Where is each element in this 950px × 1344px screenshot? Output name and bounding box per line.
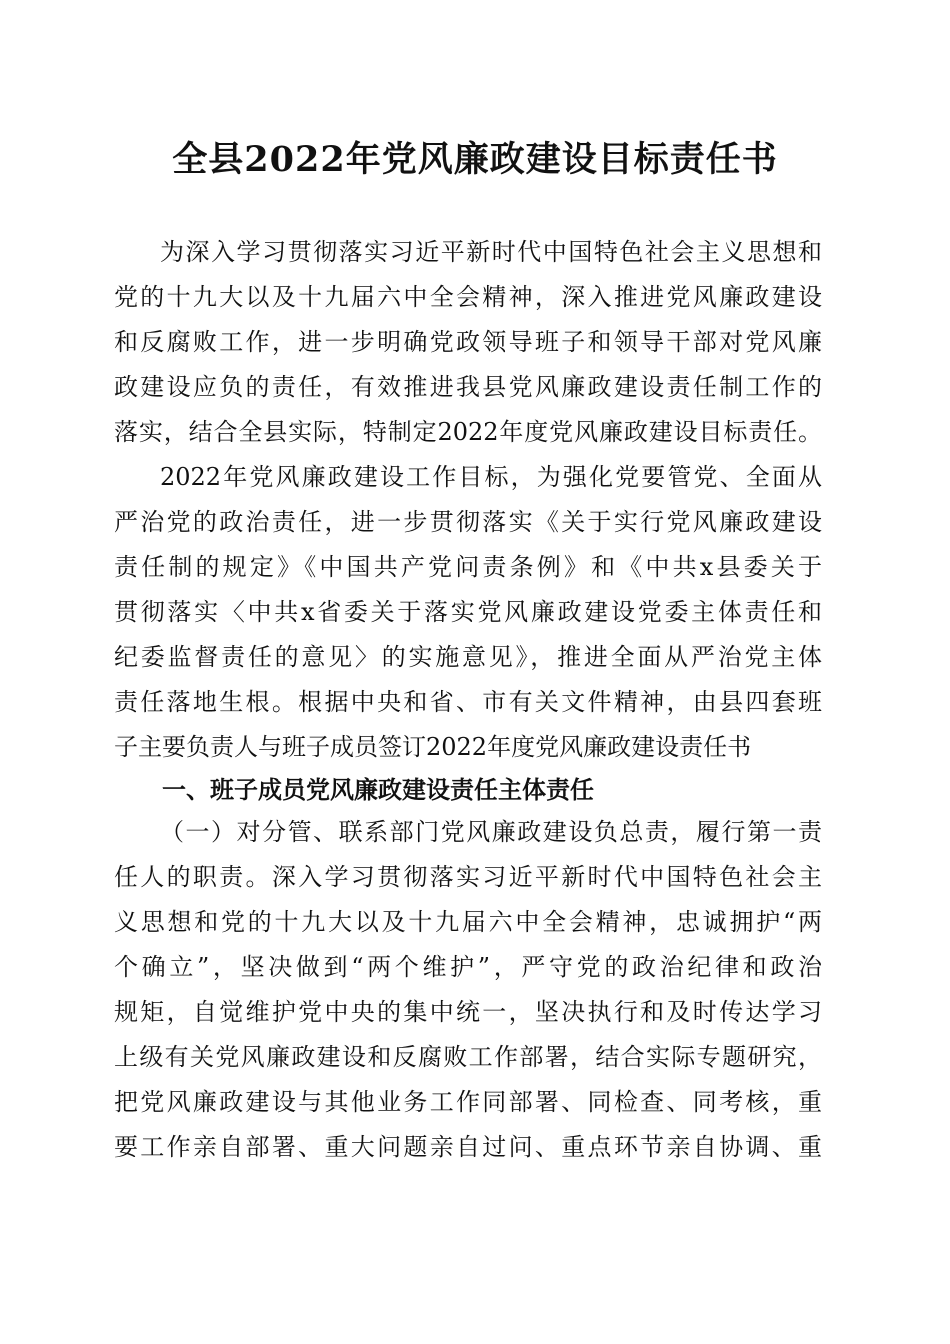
text-line: 规矩，自觉维护党中央的集中统一，坚决执行和及时传达学习 — [114, 998, 822, 1026]
text-line: 任人的职责。深入学习贯彻落实习近平新时代中国特色社会主 — [114, 863, 822, 891]
text-line: 要工作亲自部署、重大问题亲自过问、重点环节亲自协调、重 — [114, 1133, 822, 1161]
text-line: 贯彻落实〈中共x省委关于落实党风廉政建设党委主体责任和 — [114, 598, 822, 626]
paragraph-3 — [114, 810, 822, 1170]
document-body — [114, 230, 822, 1170]
text-line: 政建设应负的责任，有效推进我县党风廉政建设责任制工作的 — [114, 373, 822, 401]
text-line: 上级有关党风廉政建设和反腐败工作部署，结合实际专题研究， — [114, 1043, 822, 1071]
text-line: 子主要负责人与班子成员签订2022年度党风廉政建设责任书 — [114, 733, 752, 761]
text-line: 严治党的政治责任，进一步贯彻落实《关于实行党风廉政建设 — [114, 508, 822, 536]
text-line: 个确立”，坚决做到“两个维护”，严守党的政治纪律和政治 — [114, 953, 822, 981]
text-line: 把党风廉政建设与其他业务工作同部署、同检查、同考核，重 — [114, 1088, 822, 1116]
text-line: 义思想和党的十九大以及十九届六中全会精神，忠诚拥护“两 — [114, 908, 822, 936]
text-line: 落实，结合全县实际，特制定2022年度党风廉政建设目标责任。 — [114, 418, 822, 446]
text-line: 党的十九大以及十九届六中全会精神，深入推进党风廉政建设 — [114, 283, 822, 311]
text-line: 责任落地生根。根据中央和省、市有关文件精神，由县四套班 — [114, 688, 822, 716]
text-line: 为深入学习贯彻落实习近平新时代中国特色社会主义思想和 — [160, 238, 822, 266]
paragraph-1 — [114, 230, 822, 455]
text-line: 责任制的规定》《中国共产党问责条例》和《中共x县委关于 — [114, 553, 822, 581]
section-heading: 一、班子成员党风廉政建设责任主体责任 — [162, 775, 594, 804]
text-line: 纪委监督责任的意见〉的实施意见》，推进全面从严治党主体 — [114, 643, 822, 671]
text-line: （一）对分管、联系部门党风廉政建设负总责，履行第一责 — [160, 818, 822, 846]
text-line: 和反腐败工作，进一步明确党政领导班子和领导干部对党风廉 — [114, 328, 822, 356]
paragraph-2 — [114, 455, 822, 770]
document-title: 全县2022年党风廉政建设目标责任书 — [172, 139, 778, 180]
text-line: 2022年党风廉政建设工作目标，为强化党要管党、全面从 — [160, 463, 822, 491]
